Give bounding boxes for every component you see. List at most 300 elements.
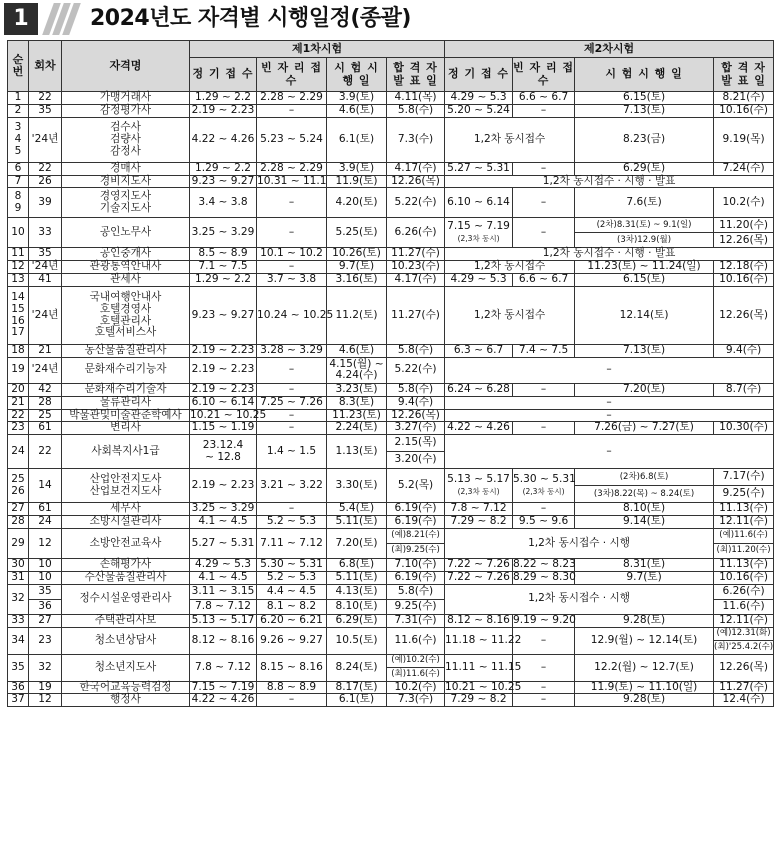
- subheader-cell: 정 기 접 수: [190, 58, 257, 92]
- table-cell: 10: [8, 218, 29, 248]
- table-cell: 3.20(수): [387, 452, 445, 469]
- table-cell: 1.13(토): [327, 435, 387, 469]
- qualification-name: 사회복지사1급: [62, 435, 190, 469]
- qualification-name: 경비지도사: [62, 175, 190, 188]
- table-cell: 3.28 ~ 3.29: [257, 345, 327, 358]
- table-cell: 35: [29, 584, 62, 599]
- table-cell: (예)8.21(수): [387, 529, 445, 544]
- qualification-name: 청소년상담사: [62, 627, 190, 654]
- table-cell: 7.29 ~ 8.2: [445, 516, 513, 529]
- table-cell: 2.19 ~ 2.23: [190, 383, 257, 396]
- table-cell: 7.31(수): [387, 614, 445, 627]
- table-row: [8, 383, 774, 396]
- table-cell: 4.17(수): [387, 274, 445, 287]
- table-cell: 5.2 ~ 5.3: [257, 571, 327, 584]
- table-cell: 61: [29, 503, 62, 516]
- table-cell: 4.22 ~ 4.26: [190, 694, 257, 707]
- table-cell: 9.28(토): [575, 694, 714, 707]
- table-cell: 8.24(토): [327, 654, 387, 681]
- table-cell: 9.23 ~ 9.27: [190, 287, 257, 345]
- table-row: [8, 627, 774, 641]
- qualification-name: 수산물품질관리사: [62, 571, 190, 584]
- table-cell: 22: [29, 435, 62, 469]
- table-cell: 23: [29, 627, 62, 654]
- table-cell: –: [513, 694, 575, 707]
- table-cell: 4.1 ~ 4.5: [190, 516, 257, 529]
- table-cell: 1,2차 동시접수 · 시행 · 발표: [445, 248, 774, 261]
- table-cell: –: [257, 409, 327, 422]
- table-cell: 1.15 ~ 1.19: [190, 422, 257, 435]
- table-cell: 1.29 ~ 2.2: [190, 162, 257, 175]
- table-cell: 11.6(수): [714, 599, 774, 614]
- table-cell: 4.29 ~ 5.3: [190, 559, 257, 572]
- qualification-name: 문화재수리기술자: [62, 383, 190, 396]
- table-cell: 3.25 ~ 3.29: [190, 218, 257, 248]
- table-row: [8, 516, 774, 529]
- table-cell: 12.9(월) ~ 12.14(토): [575, 627, 714, 654]
- table-cell: –: [257, 104, 327, 117]
- table-cell: 9.19 ~ 9.20: [513, 613, 576, 626]
- table-cell: 6.19(수): [387, 516, 445, 529]
- page-title: 2024년도 자격별 시행일정(종괄): [90, 6, 411, 31]
- table-row: [8, 503, 774, 516]
- table-cell: '24년: [29, 287, 62, 345]
- qualification-name: 손해평가사: [62, 559, 190, 572]
- table-cell: 8.23(금): [575, 117, 714, 162]
- table-cell: 11.27(수): [714, 681, 774, 694]
- subheader-cell: 시 험 시 행 일: [575, 58, 714, 92]
- table-row: [8, 422, 774, 435]
- table-cell: 8 9: [8, 188, 29, 218]
- table-row: [8, 396, 774, 409]
- table-cell: –: [513, 188, 575, 218]
- table-cell: 27: [8, 503, 29, 516]
- table-cell: 11.27(수): [387, 248, 445, 261]
- table-cell: 6.20 ~ 6.21: [257, 614, 327, 627]
- qualification-name: 세무사: [62, 503, 190, 516]
- table-cell: 61: [29, 422, 62, 435]
- table-cell: 9.25(수): [387, 599, 445, 614]
- table-row: [8, 469, 774, 486]
- table-cell: –: [257, 218, 327, 248]
- table-cell: 42: [29, 383, 62, 396]
- table-cell: –: [445, 435, 774, 469]
- table-cell: 32: [8, 584, 29, 614]
- table-cell: 7.26(금) ~ 7.27(토): [575, 422, 714, 435]
- table-cell: 11.18 ~ 11.22: [445, 627, 513, 654]
- table-cell: 10.16(수): [714, 104, 774, 117]
- qualification-name: 경매사: [62, 162, 190, 175]
- table-cell: –: [513, 503, 575, 516]
- table-cell: 8.12 ~ 8.16: [445, 614, 513, 627]
- table-cell: (최)11.20(수): [714, 544, 774, 559]
- table-cell: 1.29 ~ 2.2: [190, 274, 257, 287]
- qualification-name: 한국어교육능력검정: [62, 681, 190, 694]
- table-cell: 23: [8, 422, 29, 435]
- table-cell: 2.28 ~ 2.29: [257, 92, 327, 105]
- table-cell: –: [445, 357, 774, 383]
- table-cell: 4.6(토): [327, 345, 387, 358]
- table-cell: 7.4 ~ 7.5: [513, 345, 575, 358]
- table-cell: 8.17(토): [327, 681, 387, 694]
- table-cell: 27: [29, 614, 62, 627]
- table-cell: 1,2차 동시접수: [445, 117, 575, 162]
- table-cell: 5.22(수): [387, 188, 445, 218]
- table-cell: 36: [29, 599, 62, 614]
- table-cell: 8.5 ~ 8.9: [190, 248, 257, 261]
- col-round: 회차: [29, 41, 62, 92]
- table-row: [8, 357, 774, 370]
- table-cell: –: [445, 396, 774, 409]
- table-cell: 5.8(수): [387, 345, 445, 358]
- table-cell: 22: [29, 162, 62, 175]
- table-row: [8, 287, 774, 345]
- table-cell: 25 26: [8, 469, 29, 503]
- table-cell: 10: [29, 571, 62, 584]
- table-cell: 12.11(수): [714, 614, 774, 627]
- table-cell: –: [257, 383, 327, 396]
- table-cell: 23.12.4 ~ 12.8: [190, 435, 257, 469]
- table-cell: 2.19 ~ 2.23: [190, 104, 257, 117]
- table-cell: 22: [29, 92, 62, 105]
- table-cell: 24: [29, 516, 62, 529]
- table-cell: 3.23(토): [327, 383, 387, 396]
- table-cell: 28: [8, 516, 29, 529]
- table-cell: 6.10 ~ 6.14: [445, 188, 513, 218]
- table-row: [8, 104, 774, 117]
- table-cell: 39: [29, 188, 62, 218]
- table-cell: 5.25(토): [327, 218, 387, 248]
- table-cell: 4.15(월) ~ 4.24(수): [327, 357, 387, 383]
- table-cell: –: [513, 383, 575, 396]
- table-cell: 8.8 ~ 8.9: [257, 681, 327, 694]
- table-row: [8, 117, 774, 162]
- table-cell: 8.21(수): [714, 92, 774, 105]
- table-cell: 3.4 ~ 3.8: [190, 188, 257, 218]
- table-cell: 11.9(토) ~ 11.10(일): [575, 681, 714, 694]
- table-cell: (3차)8.22(목) ~ 8.24(토): [575, 486, 714, 503]
- col-name: 자격명: [62, 41, 190, 92]
- table-cell: 3.9(토): [327, 92, 387, 105]
- table-cell: 7.25 ~ 7.26: [257, 396, 327, 409]
- table-cell: (최)11.6(수): [387, 668, 445, 682]
- table-row: [8, 248, 774, 261]
- table-cell: 11.23(토): [327, 409, 387, 422]
- subheader-cell: 정 기 접 수: [445, 58, 513, 92]
- table-cell: 2: [8, 104, 29, 117]
- table-cell: 21: [29, 345, 62, 358]
- table-cell: 3.27(수): [387, 422, 445, 435]
- table-cell: –: [513, 627, 575, 654]
- table-cell: 6.19(수): [387, 503, 445, 516]
- table-cell: 4.4 ~ 4.5: [257, 584, 327, 599]
- qualification-name: 감정평가사: [62, 104, 190, 117]
- qualification-name: 주택관리사보: [62, 614, 190, 627]
- table-cell: 10.26(토): [327, 248, 387, 261]
- table-cell: 9.19(목): [714, 117, 774, 162]
- table-cell: 6.29(토): [327, 614, 387, 627]
- table-cell: 6: [8, 162, 29, 175]
- table-cell: 12.14(토): [575, 287, 714, 345]
- table-cell: 8.10(토): [327, 599, 387, 614]
- table-cell: 3.30(토): [327, 469, 387, 503]
- table-cell: 7.24(수): [714, 162, 774, 175]
- table-cell: 3.7 ~ 3.8: [257, 274, 327, 287]
- table-row: [8, 162, 774, 175]
- table-cell: –: [445, 409, 774, 422]
- table-cell: 14: [29, 469, 62, 503]
- table-row: [8, 175, 774, 188]
- table-cell: 9.4(수): [714, 345, 774, 358]
- table-cell: 26: [29, 175, 62, 188]
- table-cell: 1: [8, 92, 29, 105]
- qualification-name: 공인노무사: [62, 218, 190, 248]
- table-cell: 6.8(토): [327, 559, 387, 572]
- qualification-name: 가맹거래사: [62, 92, 190, 105]
- table-cell: 10: [29, 559, 62, 572]
- table-cell: 3.9(토): [327, 162, 387, 175]
- table-row: [8, 345, 774, 358]
- table-cell: –: [257, 188, 327, 218]
- table-row: [8, 529, 774, 544]
- table-cell: 12.4(수): [714, 694, 774, 707]
- table-cell: 2.19 ~ 2.23: [190, 345, 257, 358]
- table-cell: 18: [8, 345, 29, 358]
- table-cell: 35: [8, 654, 29, 681]
- table-cell: 7.29 ~ 8.2: [445, 694, 513, 707]
- table-cell: 10.1 ~ 10.2: [257, 248, 327, 261]
- table-cell: 11.27(수): [387, 287, 445, 345]
- table-cell: –: [513, 162, 575, 175]
- table-cell: 6.24 ~ 6.28: [445, 383, 513, 396]
- table-cell: –: [257, 357, 327, 383]
- table-row: [8, 218, 774, 233]
- table-cell: –: [513, 104, 575, 117]
- qualification-name: 소방안전교육사: [62, 529, 190, 559]
- table-cell: 12.26(목): [714, 233, 774, 248]
- table-cell: 7.8 ~ 7.12: [445, 503, 513, 516]
- qualification-name: 청소년지도사: [62, 654, 190, 681]
- table-cell: 9.25(수): [714, 486, 774, 503]
- table-cell: 19: [29, 681, 62, 694]
- table-cell: (최)9.25(수): [387, 544, 445, 559]
- table-cell: 1,2차 동시접수: [445, 261, 575, 274]
- table-cell: 2.28 ~ 2.29: [257, 162, 327, 175]
- group-second-exam: 제2차시험: [445, 41, 774, 58]
- table-cell: 5.30 ~ 5.31: [257, 559, 327, 572]
- table-cell: 12.26(목): [714, 287, 774, 345]
- table-cell: 10.2(수): [714, 188, 774, 218]
- table-cell: 1,2차 동시접수 · 시행: [445, 529, 714, 559]
- table-cell: 1.29 ~ 2.2: [190, 92, 257, 105]
- table-cell: 20: [8, 383, 29, 396]
- qualification-name: 국내여행안내사 호텔경영사 호텔관리사 호텔서비스사: [62, 287, 190, 345]
- subheader-cell: 빈 자 리 접 수: [513, 58, 575, 92]
- table-cell: 6.15(토): [575, 274, 714, 287]
- table-cell: 34: [8, 627, 29, 654]
- table-cell: 22: [8, 409, 29, 422]
- table-cell: 6.10 ~ 6.14: [190, 396, 257, 409]
- table-cell: 4.11(목): [387, 92, 445, 105]
- table-cell: –: [257, 503, 327, 516]
- qualification-name: 산업안전지도사 산업보건지도사: [62, 469, 190, 503]
- table-cell: 5.11(토): [327, 516, 387, 529]
- table-cell: 6.26(수): [714, 584, 774, 599]
- schedule-table: [7, 40, 774, 707]
- qualification-name: 검수사 검량사 감정사: [62, 117, 190, 162]
- table-cell: 10.2(수): [387, 681, 445, 694]
- table-cell: 2.15(목): [387, 435, 445, 452]
- table-row: [8, 559, 774, 572]
- table-row: [8, 261, 774, 274]
- qualification-name: 박물관및미술관준학예사: [62, 409, 190, 422]
- table-cell: 4.17(수): [387, 162, 445, 175]
- table-cell: 12: [29, 529, 62, 559]
- qualification-name: 공인중개사: [62, 248, 190, 261]
- table-cell: 8.29 ~ 8.30: [513, 570, 576, 583]
- table-cell: 10.31 ~ 11.1: [257, 174, 327, 187]
- table-cell: 6.1(토): [327, 694, 387, 707]
- table-cell: 11.2(토): [327, 287, 387, 345]
- table-cell: 4.1 ~ 4.5: [190, 571, 257, 584]
- table-cell: 13: [8, 274, 29, 287]
- table-cell: 12.2(월) ~ 12.7(토): [575, 654, 714, 681]
- table-cell: 32: [29, 654, 62, 681]
- table-cell: 10.24 ~ 10.25: [257, 287, 327, 345]
- table-cell: 7.13(토): [575, 104, 714, 117]
- table-cell: 6.6 ~ 6.7: [513, 274, 575, 287]
- table-cell: 12.18(수): [714, 261, 774, 274]
- table-cell: 12: [29, 694, 62, 707]
- table-cell: 37: [8, 694, 29, 707]
- qualification-name: 경영지도사 기술지도사: [62, 188, 190, 218]
- table-cell: 5.8(수): [387, 104, 445, 117]
- table-cell: 35: [29, 104, 62, 117]
- table-cell: 6.19(수): [387, 571, 445, 584]
- table-cell: 6.1(토): [327, 117, 387, 162]
- table-cell: –: [513, 654, 575, 681]
- table-cell: –: [513, 218, 575, 248]
- table-cell: 8.15 ~ 8.16: [257, 654, 327, 681]
- table-cell: 11: [8, 248, 29, 261]
- table-cell: 7: [8, 175, 29, 188]
- group-first-exam: 제1차시험: [190, 41, 445, 58]
- table-cell: 12.11(수): [714, 516, 774, 529]
- table-cell: 3.16(토): [327, 274, 387, 287]
- table-row: [8, 694, 774, 707]
- qualification-name: 물류관리사: [62, 396, 190, 409]
- table-cell: 2.19 ~ 2.23: [190, 469, 257, 503]
- table-cell: –: [257, 422, 327, 435]
- table-cell: 10.30(수): [714, 422, 774, 435]
- table-cell: 4.29 ~ 5.3: [445, 92, 513, 105]
- table-cell: (2차)6.8(토): [575, 469, 714, 486]
- table-cell: 11.13(수): [714, 559, 774, 572]
- table-cell: 9.28(토): [575, 614, 714, 627]
- section-header: [4, 2, 775, 36]
- table-cell: (예)10.2(수): [387, 654, 445, 668]
- table-cell: 11.20(수): [714, 218, 774, 233]
- table-cell: 5.27 ~ 5.31: [445, 162, 513, 175]
- section-number: 1: [4, 3, 38, 35]
- table-cell: 9.26 ~ 9.27: [257, 627, 327, 654]
- table-cell: 6.3 ~ 6.7: [445, 345, 513, 358]
- table-cell: 5.13 ~ 5.17: [190, 614, 257, 627]
- table-cell: 10.23(수): [387, 261, 445, 274]
- table-cell: 7.8 ~ 7.12: [190, 654, 257, 681]
- table-cell: (3차)12.9(월): [575, 233, 714, 248]
- table-cell: 5.13 ~ 5.17 (2,3차 동시): [445, 469, 513, 503]
- table-cell: 7.15 ~ 7.19: [190, 681, 257, 694]
- table-cell: 7.22 ~ 7.26: [445, 571, 513, 584]
- table-cell: 9.7(토): [327, 261, 387, 274]
- table-cell: 24: [8, 435, 29, 469]
- table-cell: 8.10(토): [575, 503, 714, 516]
- table-row: [8, 92, 774, 105]
- table-cell: 3.11 ~ 3.15: [190, 584, 257, 599]
- table-cell: 4.20(토): [327, 188, 387, 218]
- table-cell: 7.1 ~ 7.5: [190, 261, 257, 274]
- table-cell: 21: [8, 396, 29, 409]
- table-cell: 30: [8, 559, 29, 572]
- table-row: [8, 584, 774, 599]
- table-cell: 41: [29, 274, 62, 287]
- table-cell: –: [257, 694, 327, 707]
- table-cell: 7.3(수): [387, 694, 445, 707]
- table-cell: 1,2차 동시접수 · 시행 · 발표: [445, 175, 774, 188]
- table-cell: (최)'25.4.2(수): [714, 641, 774, 655]
- table-cell: 7.13(토): [575, 345, 714, 358]
- table-cell: 11.9(토): [327, 175, 387, 188]
- qualification-name: 문화재수리기능자: [62, 357, 190, 383]
- table-cell: 10.16(수): [714, 571, 774, 584]
- table-cell: 10.21 ~ 10.25: [190, 408, 267, 421]
- table-cell: 12: [8, 261, 29, 274]
- table-cell: 7.20(토): [575, 383, 714, 396]
- table-cell: 3 4 5: [8, 117, 29, 162]
- table-cell: 8.12 ~ 8.16: [190, 627, 257, 654]
- table-cell: 5.8(수): [387, 383, 445, 396]
- qualification-name: 변리사: [62, 422, 190, 435]
- table-cell: 6.29(토): [575, 162, 714, 175]
- table-cell: 10.21 ~ 10.25: [445, 680, 522, 693]
- table-row: [8, 654, 774, 668]
- table-cell: 1,2차 동시접수: [445, 287, 575, 345]
- table-cell: 28: [29, 396, 62, 409]
- table-cell: 7.6(토): [575, 188, 714, 218]
- table-cell: 12.26(목): [387, 409, 445, 422]
- table-cell: (2차)8.31(토) ~ 9.1(일): [575, 218, 714, 233]
- table-row: [8, 188, 774, 218]
- table-cell: 8.22 ~ 8.23: [513, 558, 576, 571]
- table-cell: –: [257, 261, 327, 274]
- table-cell: 8.3(토): [327, 396, 387, 409]
- table-cell: 35: [29, 248, 62, 261]
- table-cell: 11.23(토) ~ 11.24(일): [575, 261, 714, 274]
- table-cell: 6.6 ~ 6.7: [513, 92, 575, 105]
- table-cell: 25: [29, 409, 62, 422]
- table-cell: 5.20 ~ 5.24: [445, 104, 513, 117]
- table-cell: 5.8(수): [387, 584, 445, 599]
- table-cell: 5.23 ~ 5.24: [257, 117, 327, 162]
- col-no: 순번: [8, 41, 29, 92]
- table-cell: 5.2(목): [387, 469, 445, 503]
- table-row: [8, 614, 774, 627]
- table-cell: 4.13(토): [327, 584, 387, 599]
- table-cell: 9.4(수): [387, 396, 445, 409]
- table-cell: 12.26(목): [714, 654, 774, 681]
- table-cell: 36: [8, 681, 29, 694]
